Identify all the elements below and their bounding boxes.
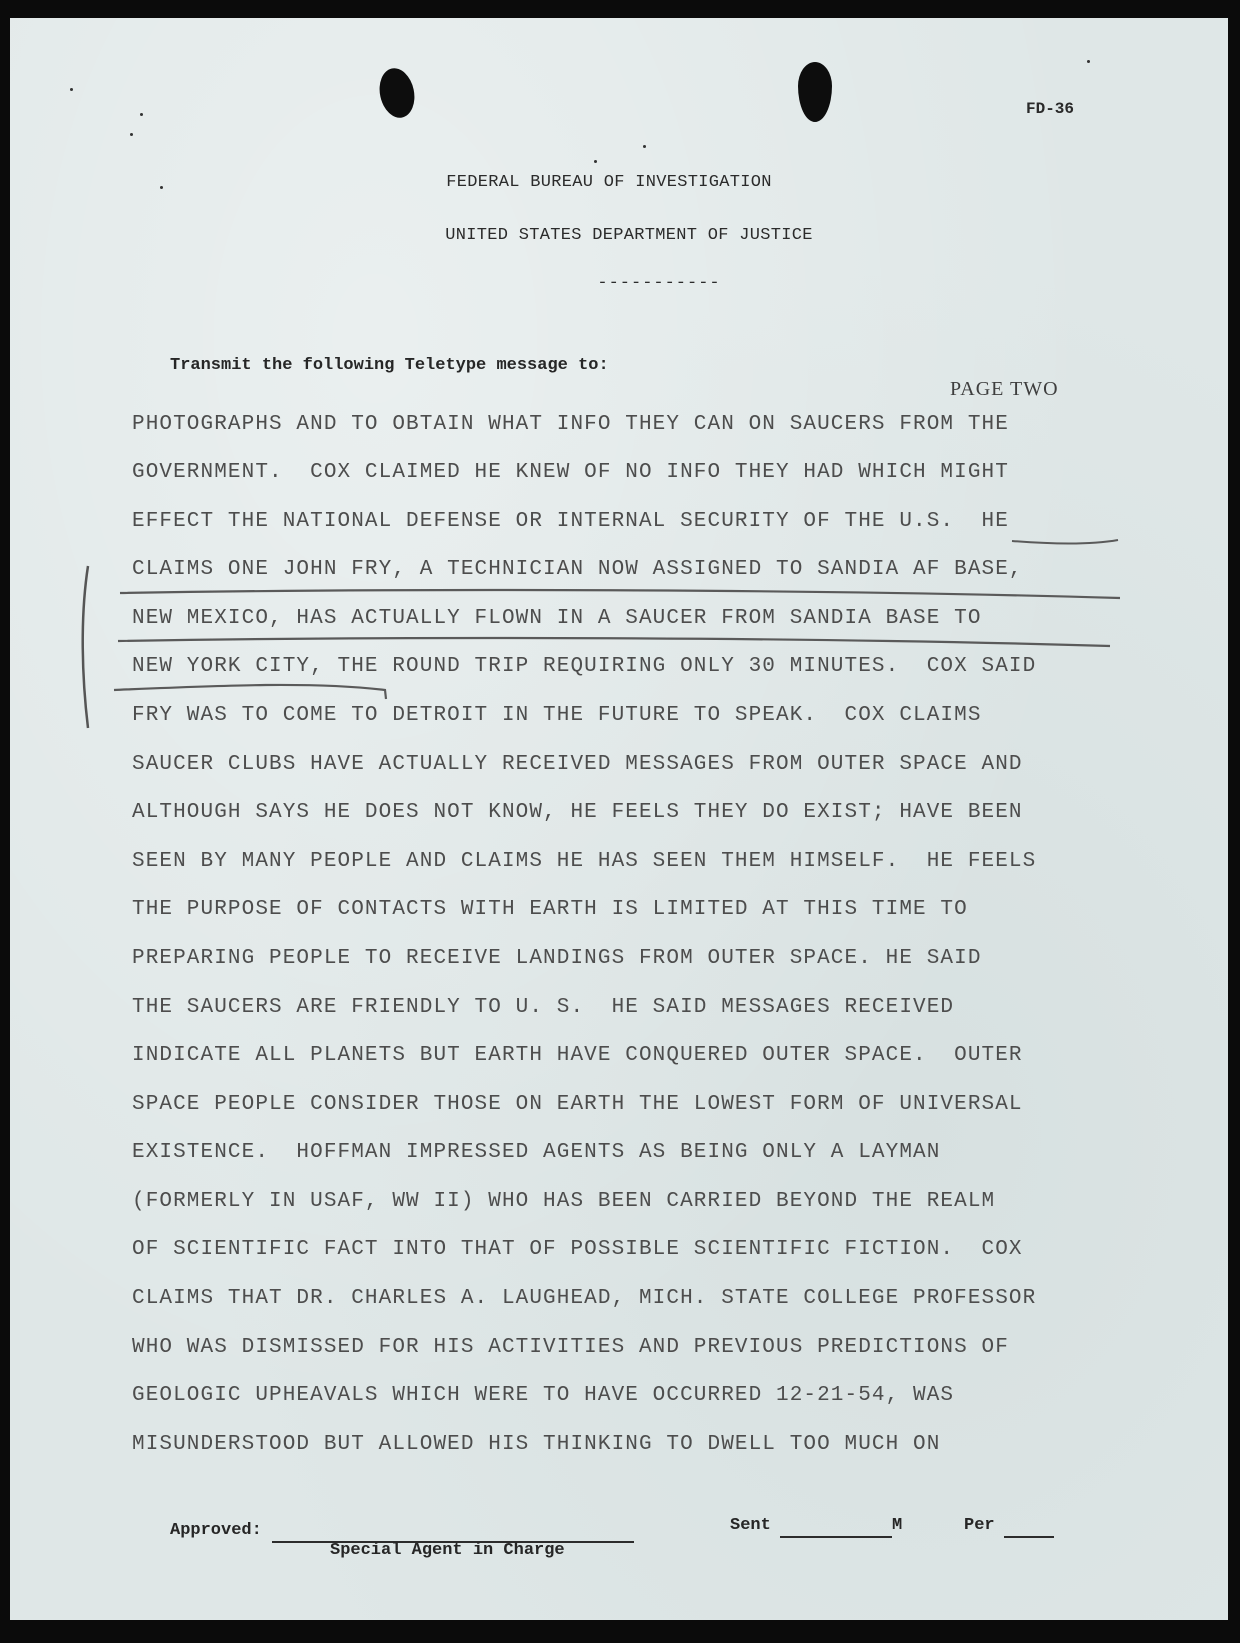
sent-label: Sent bbox=[730, 1516, 771, 1535]
per-field[interactable] bbox=[1004, 1516, 1054, 1538]
transmit-label: Transmit the following Teletype message to: bbox=[170, 356, 609, 375]
per-label: Per bbox=[964, 1516, 995, 1535]
body-line: CLAIMS THAT DR. CHARLES A. LAUGHEAD, MICH. STATE COLLEGE PROFESSOR bbox=[132, 1287, 1037, 1310]
signature-caption: Special Agent in Charge bbox=[330, 1541, 565, 1560]
body-line: WHO WAS DISMISSED FOR HIS ACTIVITIES AND PREVIOUS PREDICTIONS OF bbox=[132, 1336, 1009, 1359]
approved-signature-line[interactable] bbox=[272, 1521, 634, 1543]
body-line: PREPARING PEOPLE TO RECEIVE LANDINGS FROM OUTER SPACE. HE SAID bbox=[132, 947, 982, 970]
body-line: NEW MEXICO, HAS ACTUALLY FLOWN IN A SAUCER FROM SANDIA BASE TO bbox=[132, 607, 982, 630]
body-line: (FORMERLY IN USAF, WW II) WHO HAS BEEN CARRIED BEYOND THE REALM bbox=[132, 1190, 996, 1213]
speck bbox=[130, 133, 133, 136]
body-line: GEOLOGIC UPHEAVALS WHICH WERE TO HAVE OCCURRED 12-21-54, WAS bbox=[132, 1384, 955, 1407]
body-line: OF SCIENTIFIC FACT INTO THAT OF POSSIBLE SCIENTIFIC FICTION. COX bbox=[132, 1238, 1023, 1261]
body-line: SEEN BY MANY PEOPLE AND CLAIMS HE HAS SEEN THEM HIMSELF. HE FEELS bbox=[132, 850, 1037, 873]
approved-label: Approved: bbox=[170, 1521, 262, 1540]
body-line: INDICATE ALL PLANETS BUT EARTH HAVE CONQUERED OUTER SPACE. OUTER bbox=[132, 1044, 1023, 1067]
body-line: THE SAUCERS ARE FRIENDLY TO U. S. HE SAID MESSAGES RECEIVED bbox=[132, 996, 955, 1019]
page-label: PAGE TWO bbox=[950, 378, 1059, 400]
header-rule: ----------- bbox=[597, 274, 721, 293]
punch-hole-left bbox=[375, 65, 419, 121]
speck bbox=[594, 160, 597, 163]
speck bbox=[140, 113, 143, 116]
agency-heading: FEDERAL BUREAU OF INVESTIGATION bbox=[446, 173, 772, 192]
body-line: NEW YORK CITY, THE ROUND TRIP REQUIRING ONLY 30 MINUTES. COX SAID bbox=[132, 655, 1037, 678]
body-line: THE PURPOSE OF CONTACTS WITH EARTH IS LIMITED AT THIS TIME TO bbox=[132, 898, 968, 921]
body-line: SAUCER CLUBS HAVE ACTUALLY RECEIVED MESSAGES FROM OUTER SPACE AND bbox=[132, 753, 1023, 776]
body-line: CLAIMS ONE JOHN FRY, A TECHNICIAN NOW ASSIGNED TO SANDIA AF BASE, bbox=[132, 558, 1023, 581]
sent-field[interactable] bbox=[780, 1516, 892, 1538]
body-line: SPACE PEOPLE CONSIDER THOSE ON EARTH THE LOWEST FORM OF UNIVERSAL bbox=[132, 1093, 1023, 1116]
form-number: FD-36 bbox=[1026, 100, 1075, 118]
speck bbox=[70, 88, 73, 91]
body-line: ALTHOUGH SAYS HE DOES NOT KNOW, HE FEELS THEY DO EXIST; HAVE BEEN bbox=[132, 801, 1023, 824]
speck bbox=[1087, 60, 1090, 63]
department-heading: UNITED STATES DEPARTMENT OF JUSTICE bbox=[445, 226, 813, 245]
m-label: M bbox=[892, 1516, 903, 1535]
body-line: FRY WAS TO COME TO DETROIT IN THE FUTURE TO SPEAK. COX CLAIMS bbox=[132, 704, 982, 727]
body-line: PHOTOGRAPHS AND TO OBTAIN WHAT INFO THEY CAN ON SAUCERS FROM THE bbox=[132, 413, 1009, 436]
speck bbox=[643, 145, 646, 148]
document-page bbox=[10, 18, 1228, 1620]
body-line: GOVERNMENT. COX CLAIMED HE KNEW OF NO INFO THEY HAD WHICH MIGHT bbox=[132, 461, 1009, 484]
body-line: EXISTENCE. HOFFMAN IMPRESSED AGENTS AS BEING ONLY A LAYMAN bbox=[132, 1141, 941, 1164]
body-line: EFFECT THE NATIONAL DEFENSE OR INTERNAL SECURITY OF THE U.S. HE bbox=[132, 510, 1009, 533]
body-line: MISUNDERSTOOD BUT ALLOWED HIS THINKING TO DWELL TOO MUCH ON bbox=[132, 1433, 941, 1456]
punch-hole-right bbox=[798, 62, 832, 122]
